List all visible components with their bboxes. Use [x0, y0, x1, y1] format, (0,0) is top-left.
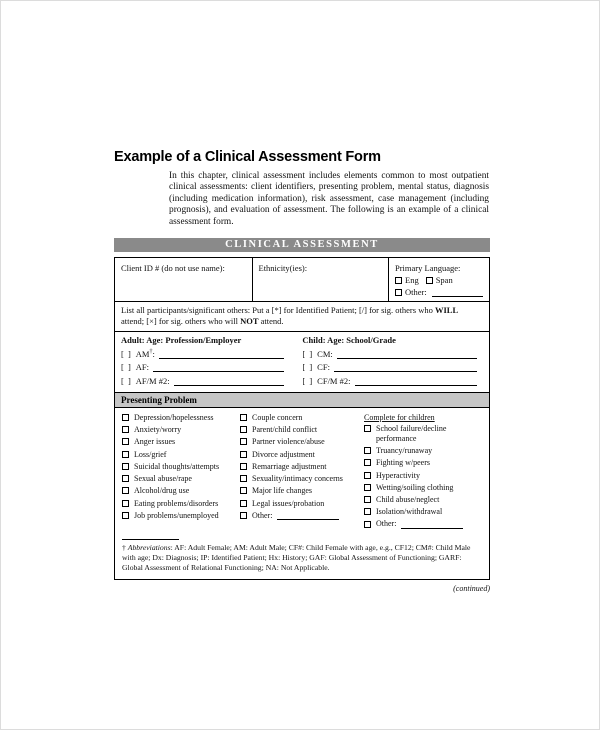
- checkbox[interactable]: [122, 500, 129, 507]
- other-label: Other:: [376, 519, 397, 529]
- entry-label: CF/M #2:: [317, 375, 351, 386]
- checkbox-label: Suicidal thoughts/attempts: [134, 461, 220, 471]
- primary-language-label: Primary Language:: [395, 263, 461, 274]
- adult-child-row: [115, 332, 489, 393]
- other-write-line[interactable]: [401, 520, 463, 529]
- checkbox[interactable]: [364, 447, 371, 454]
- checkbox[interactable]: [122, 426, 129, 433]
- ethnicity-label: Ethnicity(ies):: [258, 263, 308, 274]
- write-in-line[interactable]: [153, 362, 284, 372]
- checkbox-item: [120, 450, 238, 459]
- checkbox-columns: [120, 413, 484, 532]
- language-other: [395, 287, 483, 297]
- bracket-checkbox[interactable]: [ ]: [121, 375, 132, 386]
- checkbox[interactable]: [240, 475, 247, 482]
- write-in-line[interactable]: [334, 362, 477, 372]
- checkbox-item: [120, 437, 238, 446]
- entry-label: CM:: [317, 348, 333, 359]
- bracket-checkbox[interactable]: [ ]: [121, 348, 132, 359]
- client-id-cell[interactable]: [115, 258, 252, 301]
- checkbox-label: Alcohol/drug use: [134, 486, 190, 496]
- checkbox-item: [238, 486, 362, 495]
- checkbox-item: [362, 471, 484, 480]
- checkbox-label: Divorce adjustment: [252, 449, 315, 459]
- eng-checkbox[interactable]: [395, 277, 402, 284]
- checkbox-label: Job problems/unemployed: [134, 510, 219, 520]
- checkbox[interactable]: [364, 425, 371, 432]
- other-write-line[interactable]: [277, 511, 339, 520]
- checkbox-item: [362, 458, 484, 467]
- will-emphasis: WILL: [434, 305, 459, 316]
- complete-for-children-header: Complete for children: [364, 412, 435, 422]
- entry-label: AF:: [135, 362, 150, 373]
- checkbox-label: Loss/grief: [134, 449, 167, 459]
- other-problem-adult: [238, 511, 362, 520]
- checkbox[interactable]: [122, 487, 129, 494]
- checkbox-label: Child abuse/neglect: [376, 494, 440, 504]
- checkbox-label: Sexual abuse/rape: [134, 474, 192, 484]
- checkbox-item: [120, 462, 238, 471]
- checkbox[interactable]: [122, 475, 129, 482]
- checkbox-label: Anxiety/worry: [134, 425, 182, 435]
- checkbox-item: [238, 437, 362, 446]
- child-rows: [302, 349, 483, 386]
- adult-section: [115, 332, 296, 392]
- checkbox[interactable]: [240, 512, 247, 519]
- checkbox-item: [362, 507, 484, 516]
- checkbox[interactable]: [240, 463, 247, 470]
- checkbox[interactable]: [122, 414, 129, 421]
- write-in-line[interactable]: [159, 349, 285, 359]
- checkbox[interactable]: [364, 508, 371, 515]
- checkbox-label: School failure/decline performance: [376, 424, 447, 443]
- intro-paragraph: In this chapter, clinical assessment includes elements common to most outpatient clinical assessments: client identifiers, presenting problem, mental status, diagnosis (including medication information), risk assessment, case management (including prognosis), and evaluation of assessment. The following is an example of a clinical assessment form.: [169, 171, 489, 227]
- ethnicity-cell[interactable]: [252, 258, 389, 301]
- adult-rows: [121, 349, 290, 386]
- checkbox-label: Wetting/soiling clothing: [376, 482, 454, 492]
- checkbox-item: [120, 499, 238, 508]
- bracket-checkbox[interactable]: [ ]: [302, 375, 314, 386]
- other-problem-child: [362, 519, 484, 528]
- checkbox[interactable]: [364, 472, 371, 479]
- problem-column-1: [120, 413, 238, 532]
- checkbox[interactable]: [240, 438, 247, 445]
- entry-label: AM†:: [135, 348, 155, 359]
- entry-label: AF/M #2:: [135, 375, 170, 386]
- participants-instructions: [115, 302, 489, 332]
- child-section: [296, 332, 489, 392]
- bracket-checkbox[interactable]: [ ]: [302, 362, 314, 373]
- adult-entry-row: [121, 376, 290, 386]
- abbreviations-footnote: † Abbreviations: AF: Adult Female; AM: Adult Male; CF#: Child Female with age, e.g., CF12; CM#: Child Male with age; Dx: Diagnosis; IP: Identified Patient; Hx: History; GAF: Global Assessment of Functioning; GARF: Global Assessment of Relational Functioning; NA: Not Applicable.: [122, 542, 471, 572]
- checkbox-label: Sexuality/intimacy concerns: [252, 474, 343, 484]
- abbreviations-label: Abbreviations: [127, 542, 171, 552]
- checkbox-label: Remarriage adjustment: [252, 461, 327, 471]
- checkbox[interactable]: [240, 451, 247, 458]
- checkbox-label: Parent/child conflict: [252, 425, 318, 435]
- checkbox-label: Isolation/withdrawal: [376, 507, 443, 517]
- other-language-checkbox[interactable]: [395, 289, 402, 296]
- entry-label: CF:: [317, 362, 330, 373]
- write-in-line[interactable]: [337, 349, 477, 359]
- bracket-checkbox[interactable]: [ ]: [302, 348, 314, 359]
- checkbox-item: [120, 511, 238, 520]
- presenting-problem-body: [115, 408, 489, 579]
- adult-section-header: Adult: Age: Profession/Employer: [121, 335, 242, 346]
- bracket-checkbox[interactable]: [ ]: [121, 362, 132, 373]
- checkbox-label: Couple concern: [252, 412, 303, 422]
- write-in-line[interactable]: [355, 376, 477, 386]
- checkbox-item: [120, 486, 238, 495]
- child-entry-row: [302, 362, 483, 372]
- checkbox-item: [362, 483, 484, 492]
- checkbox-label: Legal issues/probation: [252, 498, 325, 508]
- problem-column-2: [238, 413, 362, 532]
- write-in-line[interactable]: [174, 376, 285, 386]
- presenting-problem-header: Presenting Problem: [115, 393, 489, 408]
- identifiers-row: [115, 258, 489, 302]
- checkbox[interactable]: [240, 500, 247, 507]
- checkbox[interactable]: [364, 496, 371, 503]
- span-label: Span: [435, 275, 453, 286]
- adult-entry-row: [121, 349, 290, 359]
- checkbox[interactable]: [364, 484, 371, 491]
- checkbox[interactable]: [240, 414, 247, 421]
- checkbox[interactable]: [364, 459, 371, 466]
- checkbox-label: Fighting w/peers: [376, 458, 430, 468]
- checkbox[interactable]: [240, 426, 247, 433]
- participants-text: List all participants/significant others: Put a [*] for Identified Patient; [/] for sig. others who WILL attend; [×] for sig. others who will NOT attend.: [121, 305, 459, 327]
- checkbox-item: [238, 450, 362, 459]
- other-label: Other:: [252, 510, 273, 520]
- checkbox-item: [238, 499, 362, 508]
- checkbox-item: [238, 425, 362, 434]
- other-language-label: Other:: [405, 287, 427, 298]
- footnote-rule: [122, 539, 179, 540]
- checkbox-item: [362, 495, 484, 504]
- checkbox-item: [238, 474, 362, 483]
- checkbox-label: Hyperactivity: [376, 470, 420, 480]
- child-section-header: Child: Age: School/Grade: [302, 335, 396, 346]
- checkbox-item: [120, 413, 238, 422]
- checkbox-item: [120, 474, 238, 483]
- checkbox[interactable]: [122, 438, 129, 445]
- checkbox[interactable]: [122, 512, 129, 519]
- span-checkbox[interactable]: [426, 277, 433, 284]
- checkbox-item: [238, 413, 362, 422]
- language-options: [395, 275, 483, 285]
- checkbox-label: Partner violence/abuse: [252, 437, 325, 447]
- client-id-label: Client ID # (do not use name):: [121, 263, 225, 274]
- checkbox-label: Major life changes: [252, 486, 312, 496]
- form-header-bar: CLINICAL ASSESSMENT: [114, 238, 490, 252]
- checkbox-item: [238, 462, 362, 471]
- eng-label: Eng: [405, 275, 419, 286]
- not-emphasis: NOT: [240, 316, 259, 327]
- checkbox[interactable]: [240, 487, 247, 494]
- continued-note: (continued): [453, 583, 490, 593]
- primary-language-cell: [388, 258, 489, 301]
- other-language-write-line[interactable]: [432, 288, 483, 297]
- checkbox-item: [362, 424, 484, 443]
- clinical-assessment-form: [114, 257, 490, 579]
- problem-column-3: [362, 413, 484, 532]
- page-content: [114, 149, 490, 593]
- page-title: Example of a Clinical Assessment Form: [114, 149, 381, 165]
- checkbox-item: [362, 446, 484, 455]
- child-entry-row: [302, 349, 483, 359]
- adult-entry-row: [121, 362, 290, 372]
- checkbox[interactable]: [122, 451, 129, 458]
- checkbox-label: Depression/hopelessness: [134, 412, 214, 422]
- checkbox[interactable]: [122, 463, 129, 470]
- checkbox[interactable]: [364, 521, 371, 528]
- checkbox-label: Truancy/runaway: [376, 446, 433, 456]
- checkbox-label: Anger issues: [134, 437, 176, 447]
- checkbox-label: Eating problems/disorders: [134, 498, 219, 508]
- checkbox-item: [120, 425, 238, 434]
- child-entry-row: [302, 376, 483, 386]
